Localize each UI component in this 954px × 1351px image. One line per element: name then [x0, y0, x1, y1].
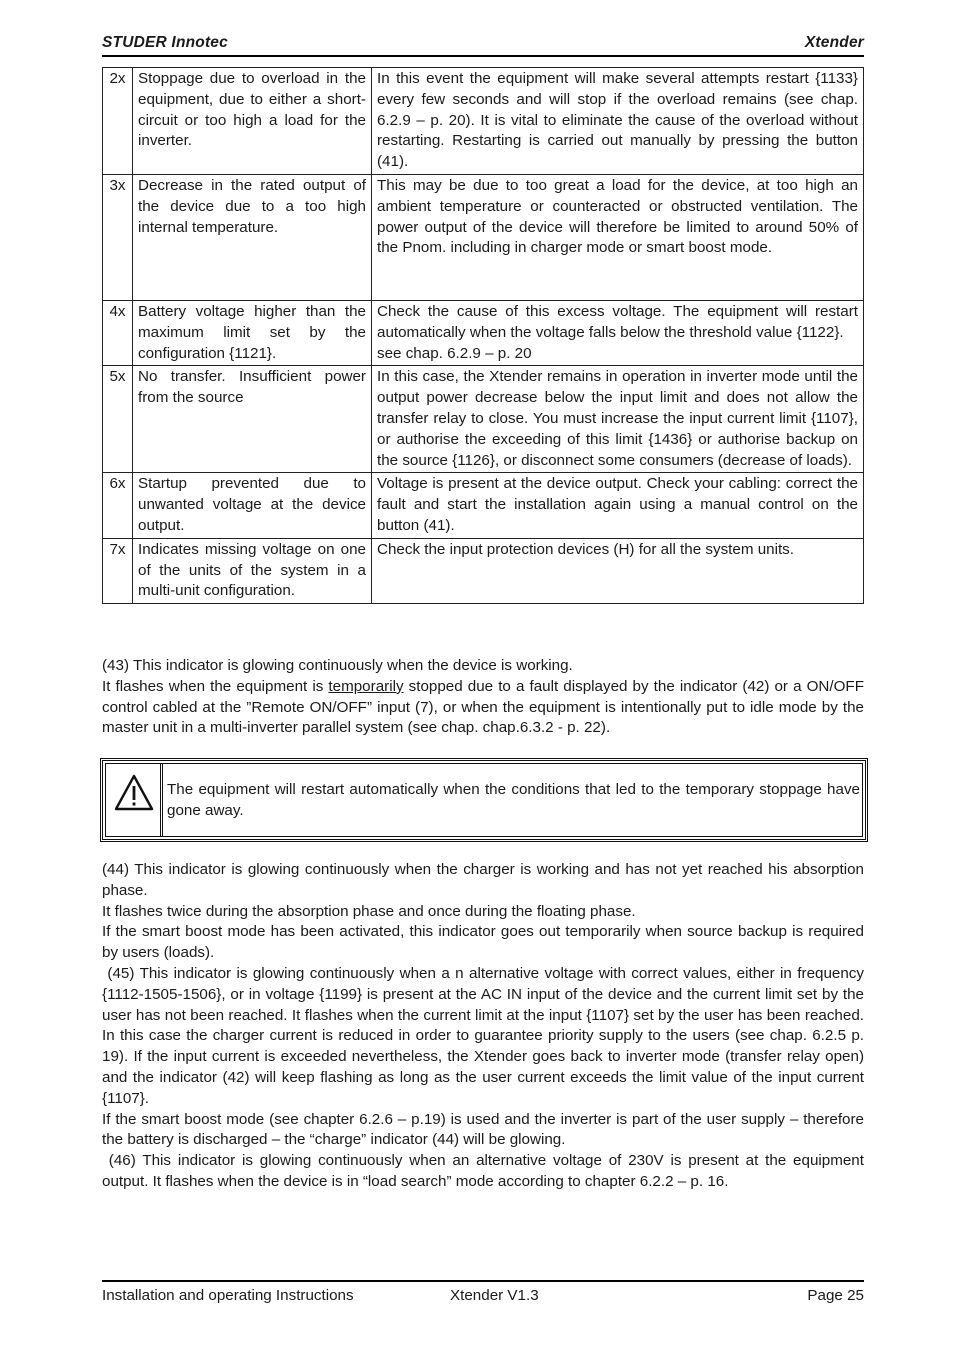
remedy-text: Check the cause of this excess voltage. The equipment will restart automatically when the voltage falls below the threshold value {1122}. — [377, 302, 858, 341]
warning-icon-cell — [106, 764, 163, 836]
indicator-ref: (46) — [108, 1152, 136, 1170]
paragraph-text: This indicator is glowing continuously when an alternative voltage of 230V is present at the equipment output. It flashes when the device is in “load search” mode according to chapter 6.2.2 – p. 16. — [102, 1152, 864, 1190]
warning-triangle-icon — [114, 774, 154, 812]
paragraph-text: It flashes when the equipment is — [102, 677, 329, 695]
code-cell: 3x — [103, 174, 133, 300]
product-name: Xtender — [804, 34, 864, 51]
page-footer — [102, 1280, 864, 1304]
code-cell: 4x — [103, 300, 133, 365]
remedy-cell: In this event the equipment will make several attempts restart {1133} every few seconds and will stop if the overload remains (see chap. 6.2.9 – p. 20). It is vital to eliminate the cause of the overload without restarting. Restarting is carried out manually by pressing the button (41). — [372, 68, 864, 175]
brand-name: STUDER Innotec — [102, 34, 228, 51]
remedy-cell: This may be due to too great a load for the device, at too high an ambient temperature or counteracted or obstructed ventilation. The power output of the device will therefore be limited to around 50% of the Pnom. including in charger mode or smart boost mode. — [372, 174, 864, 300]
table-row — [103, 473, 864, 538]
cause-cell: Decrease in the rated output of the device due to a too high internal temperature. — [133, 174, 372, 300]
table-row — [103, 174, 864, 300]
indicator-ref: (43) — [102, 657, 130, 674]
footer-left: Installation and operating Instructions — [102, 1287, 354, 1304]
remedy-cell: In this case, the Xtender remains in operation in inverter mode until the output power decrease below the input limit and does not allow the transfer relay to close. You must increase the input current limit {1107}, or authorise the exceeding of this limit {1436} or authorise backup on the source {1126}, or disconnect some consumers (decrease of loads). — [372, 366, 864, 473]
remedy-cell — [372, 300, 864, 365]
table-row — [103, 366, 864, 473]
code-cell: 6x — [103, 473, 133, 538]
remedy-reference: see chap. 6.2.9 – p. 20 — [377, 344, 532, 362]
paragraph-text: stopped due to a fault displayed by the indicator (42) or a ON/OFF control cabled at the ”Remote ON/OFF” input (7), or when the equipment is intentionally put to idle mode by the master unit in a multi-inverter parallel system (see chap. chap.6.3.2 - p. 22). — [102, 677, 864, 737]
cause-cell: No transfer. Insufficient power from the source — [133, 366, 372, 473]
table-row — [103, 68, 864, 175]
paragraph-44 — [102, 860, 864, 1193]
underlined-word: temporarily — [328, 677, 404, 695]
paragraph-text: This indicator is glowing continuously when a n alternative voltage with correct values, either in frequency {1112-1505-1506}, or in voltage {1199} is present at the AC IN input of the device and the current limit set by the user has not been reached. It flashes when the current limit at the input {1107} set by the user has been reached. In this case the charger current is reduced in order to guarantee priority supply to the users (see chap. 6.2.5 p. 19). If the input current is exceeded nevertheless, the Xtender goes back to inverter mode (transfer relay open) and the indicator (42) will keep flashing as long as the user current exceeds the limit value of the input current {1107}. — [102, 964, 864, 1107]
indicator-ref: (45) — [107, 964, 135, 982]
cause-cell: Indicates missing voltage on one of the units of the system in a multi-unit configuration. — [133, 538, 372, 603]
page-header — [102, 33, 864, 57]
cause-cell: Stoppage due to overload in the equipment, due to either a short-circuit or too high a load for the inverter. — [133, 68, 372, 175]
cause-cell: Battery voltage higher than the maximum limit set by the configuration {1121}. — [133, 300, 372, 365]
indicator-codes-table — [102, 67, 864, 604]
footer-center: Xtender V1.3 — [450, 1287, 539, 1304]
paragraph-text: It flashes twice during the absorption phase and once during the floating phase. — [102, 902, 636, 920]
warning-box — [100, 758, 868, 842]
paragraph-text: If the smart boost mode (see chapter 6.2.6 – p.19) is used and the inverter is part of the user supply – therefore the battery is discharged – the “charge” indicator (44) will be glowing. — [102, 1110, 864, 1149]
paragraph-text: This indicator is glowing continuously when the device is working. — [129, 657, 573, 674]
remedy-cell: Check the input protection devices (H) for all the system units. — [372, 538, 864, 603]
code-cell: 5x — [103, 366, 133, 473]
table-row — [103, 300, 864, 365]
code-cell: 7x — [103, 538, 133, 603]
indicator-ref: (44) — [102, 861, 130, 878]
paragraph-text: If the smart boost mode has been activated, this indicator goes out temporarily when source backup is required by users (loads). — [102, 923, 864, 962]
paragraph-43 — [102, 656, 864, 739]
remedy-cell: Voltage is present at the device output. Check your cabling: correct the fault and start the installation again using a manual control on the button (41). — [372, 473, 864, 538]
table-row — [103, 538, 864, 603]
paragraph-text: This indicator is glowing continuously when the charger is working and has not yet reached his absorption phase. — [102, 861, 864, 899]
page-number: Page 25 — [807, 1287, 864, 1304]
code-cell: 2x — [103, 68, 133, 175]
warning-text: The equipment will restart automatically when the conditions that led to the temporary stoppage have gone away. — [167, 781, 860, 819]
cause-cell: Startup prevented due to unwanted voltage at the device output. — [133, 473, 372, 538]
